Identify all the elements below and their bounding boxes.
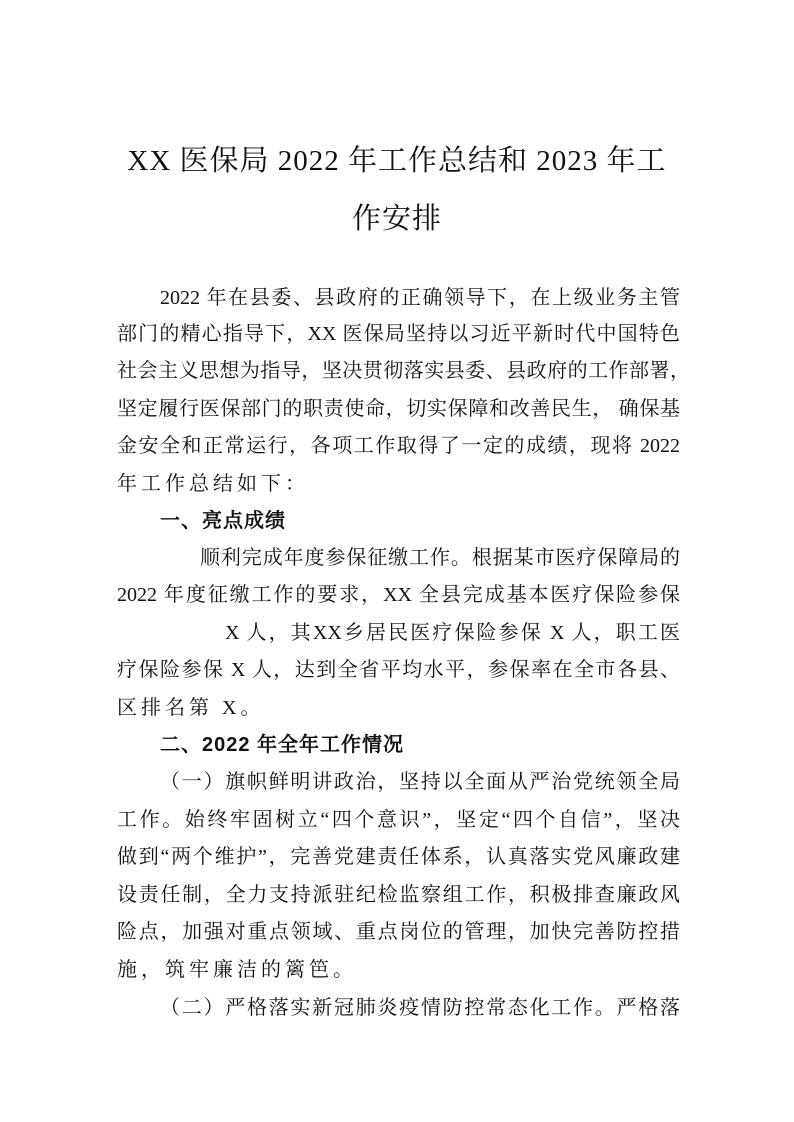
section-heading: 二、2022 年全年工作情况 [160, 734, 405, 756]
body-text-line: （一）旗帜鲜明讲政治，坚持以全面从严治党统领全局 [160, 771, 680, 793]
document-title-line-1: XX 医保局 2022 年工作总结和 2023 年工 [127, 145, 667, 177]
body-text-line: 做到“两个维护”，完善党建责任体系，认真落实党风廉政建 [117, 846, 680, 868]
body-text-line: 疗保险参保 X 人，达到全省平均水平，参保率在全市各县、 [117, 659, 680, 681]
body-text-line: 施，筑牢廉洁的篱笆。 [117, 959, 357, 981]
body-text-line: 年工作总结如下： [117, 473, 309, 495]
body-text-line: 社会主义思想为指导，坚决贯彻落实县委、县政府的工作部署， [117, 360, 690, 382]
body-text-line: （二）严格落实新冠肺炎疫情防控常态化工作。严格落 [160, 997, 680, 1019]
section-heading: 一、亮点成绩 [160, 510, 286, 532]
body-text-line: 工作。始终牢固树立“四个意识”，坚定“四个自信”，坚决 [117, 809, 680, 831]
body-text-line: 2022 年度征缴工作的要求，XX 全县完成基本医疗保险参保 [117, 584, 680, 606]
body-text-line: 坚定履行医保部门的职责使命，切实保障和改善民生， 确保基 [117, 398, 680, 420]
body-text-line: 险点，加强对重点领域、重点岗位的管理，加快完善防控措 [117, 921, 680, 943]
body-text-line: 金安全和正常运行，各项工作取得了一定的成绩，现将 2022 [117, 435, 680, 457]
body-text-line: 设责任制，全力支持派驻纪检监察组工作，积极排查廉政风 [117, 884, 680, 906]
body-text-line: 顺利完成年度参保征缴工作。根据某市医疗保障局的 [200, 547, 680, 569]
document-title-line-2: 作安排 [351, 203, 442, 235]
body-text-line: 区排名第 X。 [117, 697, 265, 719]
body-text-line: 2022 年在县委、县政府的正确领导下，在上级业务主管 [160, 287, 680, 309]
body-text-line: X 人，其XX乡居民医疗保险参保 X 人，职工医 [225, 622, 680, 644]
body-text-line: 部门的精心指导下，XX 医保局坚持以习近平新时代中国特色 [117, 323, 680, 345]
